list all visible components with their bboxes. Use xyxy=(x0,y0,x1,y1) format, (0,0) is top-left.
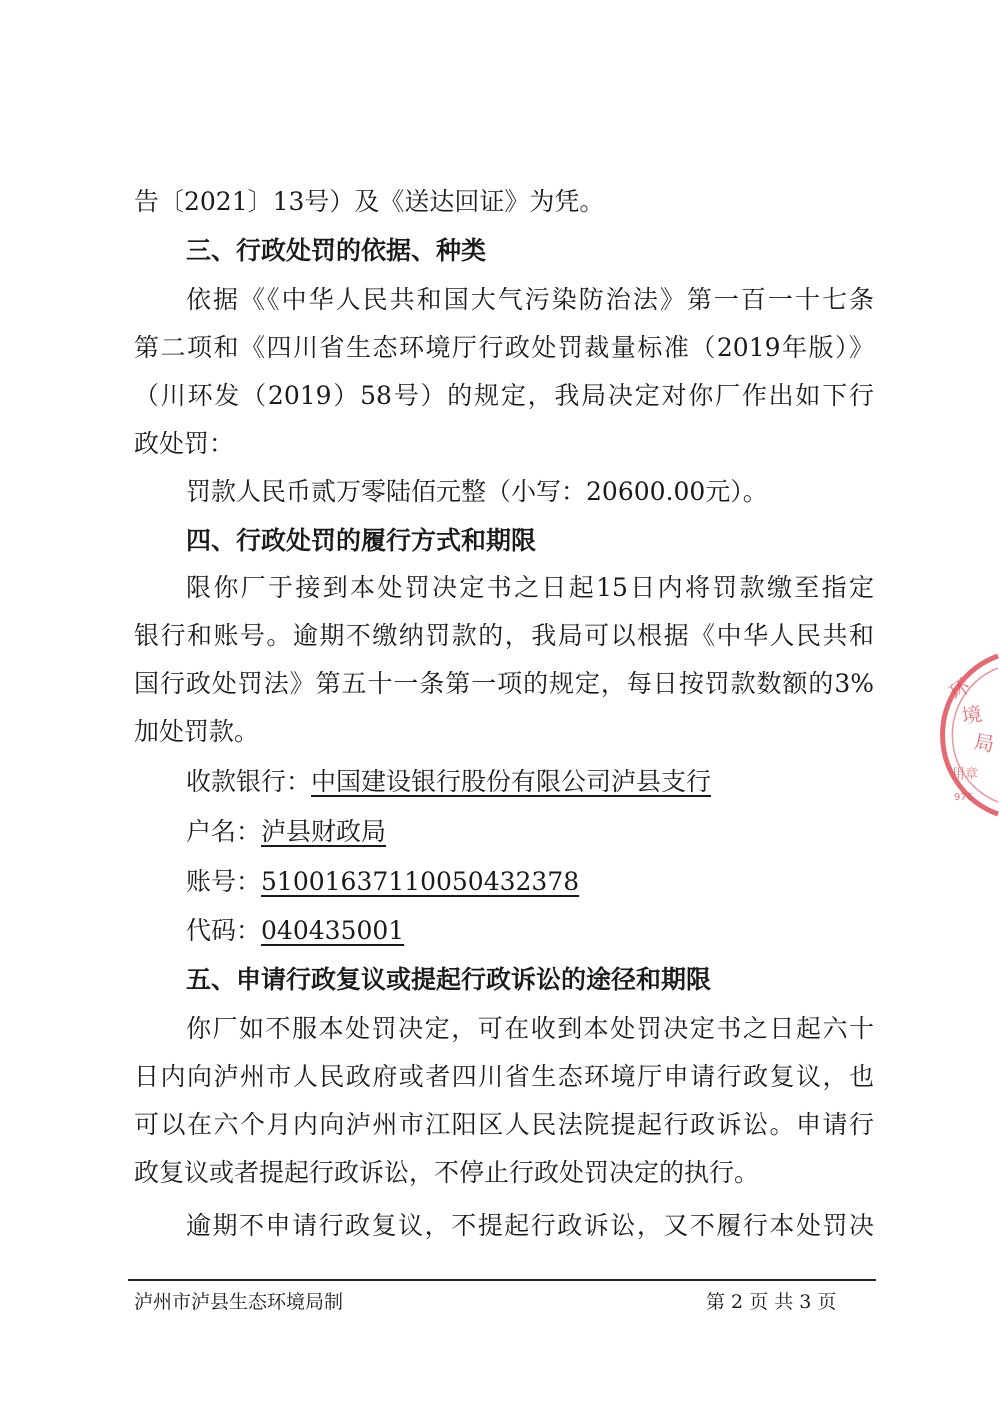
bank-value: 中国建设银行股份有限公司泸县支行 xyxy=(311,767,712,796)
account-number-value: 51001637110050432378 xyxy=(261,867,580,896)
paragraph-line: 告〔2021〕13号）及《送达回证》为凭。 xyxy=(134,187,605,216)
paragraph-line: 可以在六个月内向泸州市江阳区人民法院提起行政诉讼。申请行 xyxy=(134,1110,874,1139)
footer-issuer: 泸州市泸县生态环境局制 xyxy=(134,1291,344,1313)
paragraph-line: 政复议或者提起行政诉讼，不停止行政处罚决定的执行。 xyxy=(134,1158,760,1187)
paragraph-line: 依据《《中华人民共和国大气污染防治法》第一百一十七条 xyxy=(186,285,874,314)
svg-text:用章: 用章 xyxy=(952,767,979,782)
code-value: 040435001 xyxy=(261,916,405,945)
bank-label: 收款银行： xyxy=(186,767,312,796)
account-name-row xyxy=(186,817,874,847)
official-seal-stamp xyxy=(940,650,1000,820)
section-heading-3: 三、行政处罚的依据、种类 xyxy=(186,236,487,265)
paragraph-line: （川环发（2019）58号）的规定，我局决定对你厂作出如下行 xyxy=(134,381,874,410)
account-number-label: 账号： xyxy=(186,867,262,896)
svg-text:环: 环 xyxy=(944,673,975,705)
svg-text:局: 局 xyxy=(972,729,997,757)
code-label: 代码： xyxy=(186,916,262,945)
paragraph-line: 日内向泸州市人民政府或者四川省生态环境厅申请行政复议，也 xyxy=(134,1062,874,1091)
account-name-value: 泸县财政局 xyxy=(261,817,387,846)
paragraph-line: 政处罚： xyxy=(134,429,235,458)
section-heading-4: 四、行政处罚的履行方式和期限 xyxy=(186,526,537,555)
paragraph-line: 加处罚款。 xyxy=(134,717,260,746)
paragraph-line: 你厂如不服本处罚决定，可在收到本处罚决定书之日起六十 xyxy=(186,1014,874,1043)
paragraph-line: 逾期不申请行政复议，不提起行政诉讼，又不履行本处罚决 xyxy=(186,1211,874,1240)
svg-text:976: 976 xyxy=(954,792,974,803)
footer-page-number: 第 2 页 共 3 页 xyxy=(706,1291,837,1313)
paragraph-line: 第二项和《四川省生态环境厅行政处罚裁量标准（2019年版）》 xyxy=(134,333,874,362)
paragraph-line: 限你厂于接到本处罚决定书之日起15日内将罚款缴至指定 xyxy=(186,573,874,602)
code-row xyxy=(186,916,874,946)
svg-text:境: 境 xyxy=(959,701,984,729)
section-heading-5: 五、申请行政复议或提起行政诉讼的途径和期限 xyxy=(186,965,712,994)
fine-amount-line: 罚款人民币贰万零陆佰元整（小写：20600.00元）。 xyxy=(186,477,768,506)
paragraph-line: 银行和账号。逾期不缴纳罚款的，我局可以根据《中华人民共和 xyxy=(134,621,874,650)
bank-row xyxy=(186,767,874,797)
account-number-row xyxy=(186,867,874,897)
account-name-label: 户名： xyxy=(186,817,262,846)
paragraph-line: 国行政处罚法》第五十一条第一项的规定，每日按罚款数额的3% xyxy=(134,669,874,698)
footer-divider xyxy=(128,1279,876,1281)
